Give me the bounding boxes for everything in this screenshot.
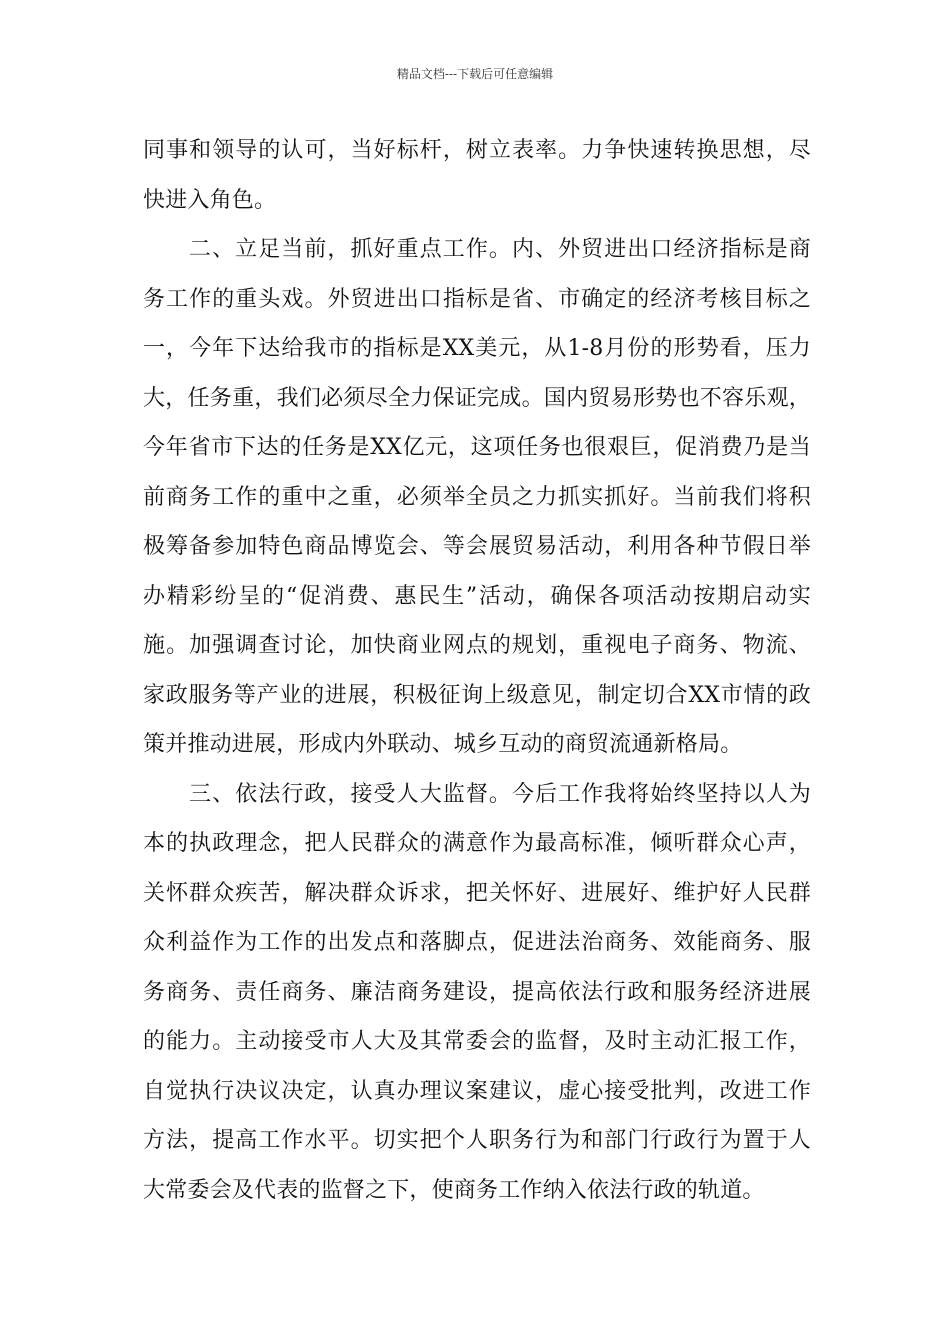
- paragraph-start-line: 二、立足当前，抓好重点工作。内、外贸进出口经济指标是商: [189, 237, 811, 262]
- text-line: 今年省市下达的任务是XX亿元，这项任务也很艰巨，促消费乃是当: [143, 435, 811, 460]
- document-body: [143, 126, 811, 1215]
- text-line: 本的执政理念，把人民群众的满意作为最高标准，倾听群众心声，: [143, 831, 811, 856]
- text-line: 自觉执行决议决定，认真办理议案建议，虚心接受批判，改进工作: [143, 1078, 811, 1104]
- text-line: 方法，提高工作水平。切实把个人职务行为和部门行政行为置于人: [143, 1128, 811, 1153]
- text-line: 极筹备参加特色商品博览会、等会展贸易活动，利用各种节假日举: [143, 534, 811, 559]
- text-line: 众利益作为工作的出发点和落脚点，促进法治商务、效能商务、服: [143, 930, 811, 955]
- page-header: 精品文档---下载后可任意编辑: [396, 67, 554, 81]
- text-line: 同事和领导的认可，当好标杆，树立表率。力争快速转换思想，尽: [143, 138, 811, 163]
- text-line: 大，任务重，我们必须尽全力保证完成。国内贸易形势也不容乐观，: [143, 385, 811, 411]
- text-line: 施。加强调查讨论，加快商业网点的规划，重视电子商务、物流、: [143, 633, 811, 658]
- text-line: 务工作的重头戏。外贸进出口指标是省、市确定的经济考核目标之: [143, 286, 811, 312]
- text-line: 关怀群众疾苦，解决群众诉求，把关怀好、进展好、维护好人民群: [143, 880, 811, 906]
- text-line: 务商务、责任商务、廉洁商务建设，提高依法行政和服务经济进展: [143, 979, 811, 1005]
- text-line: 前商务工作的重中之重，必须举全员之力抓实抓好。当前我们将积: [143, 484, 811, 510]
- paragraph-start-line: 三、依法行政，接受人大监督。今后工作我将始终坚持以人为: [189, 781, 811, 807]
- text-line: 快进入角色。: [143, 187, 277, 213]
- text-line: 一，今年下达给我市的指标是XX美元，从1-8月份的形势看，压力: [143, 336, 811, 361]
- text-line: 的能力。主动接受市人大及其常委会的监督，及时主动汇报工作，: [143, 1029, 811, 1054]
- text-line: 办精彩纷呈的“促消费、惠民生”活动，确保各项活动按期启动实: [143, 583, 811, 609]
- text-line: 家政服务等产业的进展，积极征询上级意见，制定切合XX市情的政: [143, 682, 811, 708]
- text-line: 大常委会及代表的监督之下，使商务工作纳入依法行政的轨道。: [143, 1177, 765, 1203]
- text-line: 策并推动进展，形成内外联动、城乡互动的商贸流通新格局。: [143, 732, 743, 757]
